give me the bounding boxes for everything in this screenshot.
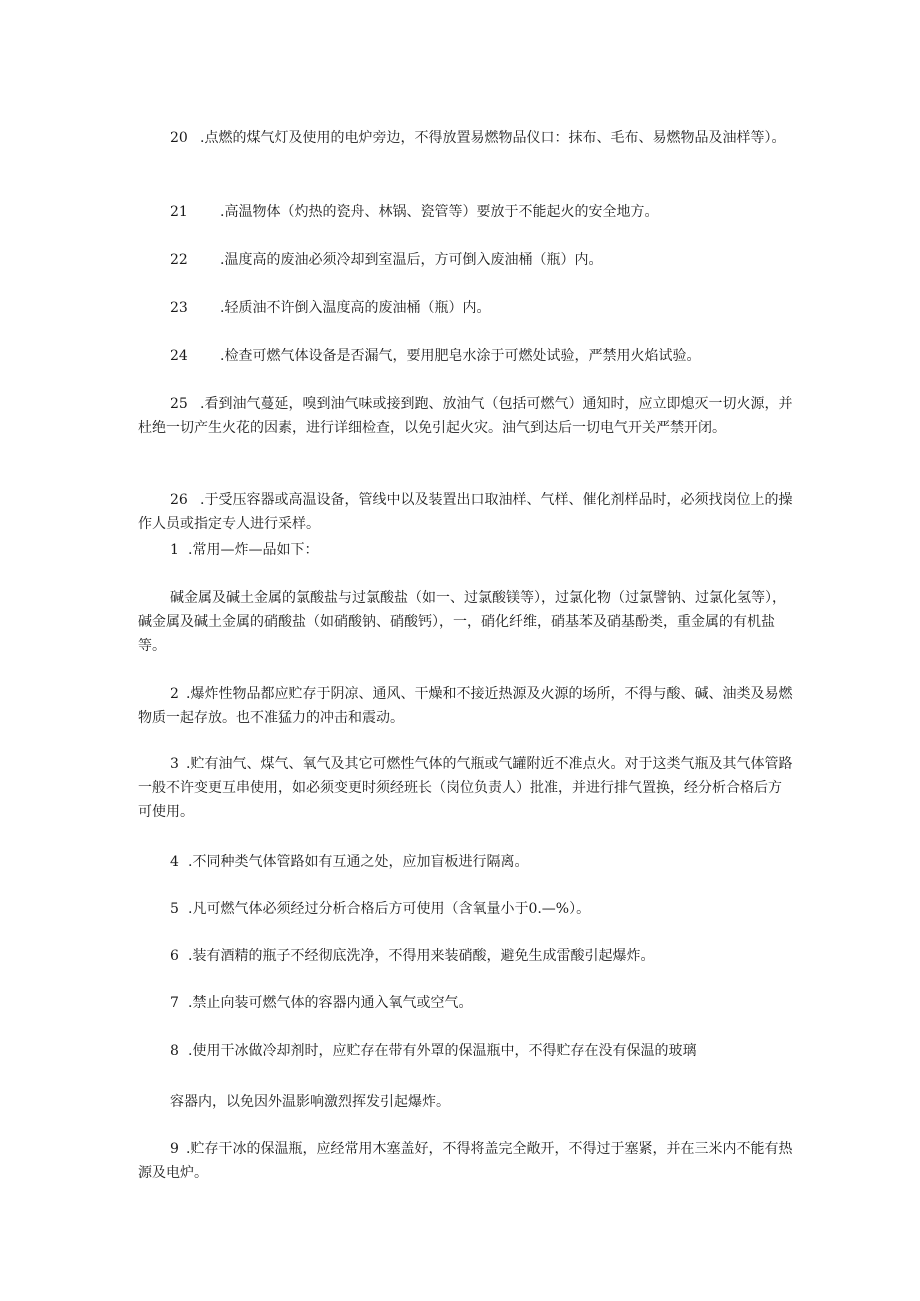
item-text: 碱金属及碱土金属的氯酸盐与过氯酸盐（如一、过氯酸镁等），过氯化物（过氯譬钠、过氯化氢等），碱金属及碱土金属的硝酸盐（如硝酸钠、硝酸钙），一，硝化纤维，硝基苯及硝基酚类，重金属的有机盐等。 bbox=[138, 590, 786, 654]
item-number: 26 bbox=[170, 492, 188, 508]
list-item bbox=[170, 200, 658, 224]
list-item bbox=[138, 752, 793, 824]
item-text: .温度高的废油必须冷却到室温后，方可倒入废油桶（瓶）内。 bbox=[220, 252, 603, 268]
list-item bbox=[138, 126, 793, 150]
item-text: .爆炸性物品都应贮存于阴凉、通风、干燥和不接近热源及火源的场所，不得与酸、碱、油类及易燃物质一起存放。也不准猛力的冲击和震动。 bbox=[138, 686, 793, 726]
item-text: .点燃的煤气灯及使用的电炉旁边，不得放置易燃物品仪口：抹布、毛布、易燃物品及油样等）。 bbox=[200, 130, 786, 146]
list-item bbox=[170, 1090, 450, 1114]
item-number: 25 bbox=[170, 396, 188, 412]
item-text: .于受压容器或高温设备，管线中以及装置出口取油样、气样、催化剂样品时，必须找岗位上的操作人员或指定专人进行采样。 bbox=[138, 492, 793, 532]
item-text: .高温物体（灼热的瓷舟、林锅、瓷管等）要放于不能起火的安全地方。 bbox=[220, 204, 659, 220]
list-item bbox=[170, 248, 602, 272]
item-number: 24 bbox=[170, 348, 188, 364]
item-text: .禁止向装可燃气体的容器内通入氧气或空气。 bbox=[188, 995, 473, 1011]
item-number: 2 bbox=[170, 686, 179, 702]
list-item bbox=[138, 392, 793, 440]
item-text: 容器内，以免因外温影响激烈挥发引起爆炸。 bbox=[170, 1094, 450, 1110]
list-item bbox=[170, 538, 318, 562]
item-text: .贮存干冰的保温瓶，应经常用木塞盖好，不得将盖完全敞开，不得过于塞紧，并在三米内不能有热源及电炉。 bbox=[138, 1141, 793, 1181]
item-text: .常用—炸—品如下： bbox=[188, 542, 319, 558]
item-text: .凡可燃气体必须经过分析合格后方可使用（含氧量小于0.—%）。 bbox=[188, 901, 591, 917]
item-text: .使用干冰做冷却剂时，应贮存在带有外罩的保温瓶中，不得贮存在没有保温的玻璃 bbox=[188, 1043, 697, 1059]
list-item bbox=[138, 682, 793, 730]
list-item bbox=[138, 488, 793, 536]
item-number: 21 bbox=[170, 204, 188, 220]
item-number: 20 bbox=[170, 130, 188, 146]
item-number: 3 bbox=[170, 756, 179, 772]
item-text: .检查可燃气体设备是否漏气，要用肥皂水涂于可燃处试验，严禁用火焰试验。 bbox=[220, 348, 701, 364]
list-item bbox=[170, 344, 700, 368]
item-number: 7 bbox=[170, 995, 179, 1011]
item-text: .不同种类气体管路如有互通之处，应加盲板进行隔离。 bbox=[188, 854, 529, 870]
list-item bbox=[170, 991, 472, 1015]
list-item bbox=[170, 296, 490, 320]
list-item bbox=[170, 850, 528, 874]
item-number: 22 bbox=[170, 252, 188, 268]
list-item bbox=[138, 1137, 793, 1185]
item-number: 9 bbox=[170, 1141, 179, 1157]
list-item bbox=[138, 586, 793, 658]
item-number: 4 bbox=[170, 854, 179, 870]
list-item bbox=[170, 1039, 696, 1063]
item-text: .看到油气蔓延，嗅到油气味或接到跑、放油气（包括可燃气）通知时，应立即熄灭一切火源，并杜绝一切产生火花的因素，进行详细检查，以免引起火灾。油气到达后一切电气开关严禁开闭。 bbox=[138, 396, 793, 436]
item-number: 23 bbox=[170, 300, 188, 316]
item-text: .轻质油不许倒入温度高的废油桶（瓶）内。 bbox=[220, 300, 491, 316]
item-number: 8 bbox=[170, 1043, 179, 1059]
item-number: 1 bbox=[170, 542, 179, 558]
item-text: .装有酒精的瓶子不经彻底洗净，不得用来装硝酸，避免生成雷酸引起爆炸。 bbox=[188, 948, 655, 964]
list-item bbox=[170, 897, 590, 921]
item-text: .贮有油气、煤气、氧气及其它可燃性气体的气瓶或气罐附近不准点火。对于这类气瓶及其气体管路一般不许变更互串使用，如必须变更时须经班长（岗位负责人）批准，并进行排气置换，经分析合格后方可使用。 bbox=[138, 756, 793, 820]
item-number: 6 bbox=[170, 948, 179, 964]
item-number: 5 bbox=[170, 901, 179, 917]
list-item bbox=[170, 944, 654, 968]
